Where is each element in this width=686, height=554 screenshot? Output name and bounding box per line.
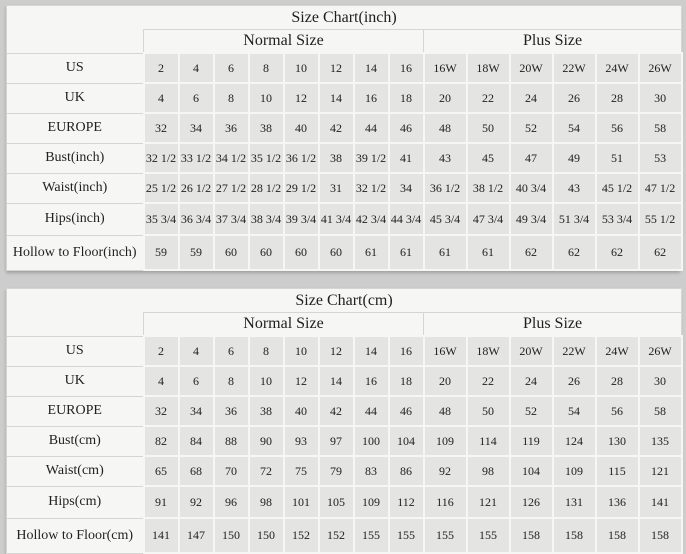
size-cell: 18W bbox=[467, 336, 510, 366]
size-cell: 26 bbox=[553, 83, 596, 113]
size-cell: 92 bbox=[424, 456, 467, 486]
size-cell: 40 3/4 bbox=[510, 173, 553, 203]
page bbox=[0, 5, 686, 543]
size-cell: 62 bbox=[596, 235, 639, 270]
size-cell: 6 bbox=[179, 366, 214, 396]
size-cell: 2 bbox=[144, 336, 179, 366]
column-group-label-normal: Normal Size bbox=[144, 313, 424, 337]
table-row bbox=[7, 173, 682, 203]
row-label: Waist(cm) bbox=[7, 456, 144, 486]
size-cell: 121 bbox=[639, 456, 682, 486]
size-cell: 109 bbox=[424, 426, 467, 456]
column-group-label-plus: Plus Size bbox=[424, 313, 682, 337]
size-cell: 56 bbox=[596, 396, 639, 426]
chart-title: Size Chart(inch) bbox=[7, 6, 682, 30]
size-cell: 152 bbox=[284, 518, 319, 553]
column-group-label-normal: Normal Size bbox=[144, 30, 424, 54]
size-cell: 12 bbox=[284, 366, 319, 396]
size-cell: 27 1/2 bbox=[214, 173, 249, 203]
size-cell: 49 bbox=[553, 143, 596, 173]
size-cell: 48 bbox=[424, 113, 467, 143]
size-cell: 24W bbox=[596, 53, 639, 83]
size-cell: 28 bbox=[596, 366, 639, 396]
size-cell: 155 bbox=[354, 518, 389, 553]
size-cell: 32 bbox=[144, 113, 179, 143]
size-cell: 24W bbox=[596, 336, 639, 366]
size-cell: 18 bbox=[389, 366, 424, 396]
size-cell: 34 bbox=[389, 173, 424, 203]
size-cell: 46 bbox=[389, 113, 424, 143]
size-cell: 158 bbox=[510, 518, 553, 553]
size-cell: 152 bbox=[319, 518, 354, 553]
size-cell: 55 1/2 bbox=[639, 203, 682, 235]
size-cell: 16 bbox=[389, 336, 424, 366]
row-label: EUROPE bbox=[7, 113, 144, 143]
size-cell: 18 bbox=[389, 83, 424, 113]
size-cell: 68 bbox=[179, 456, 214, 486]
size-cell: 48 bbox=[424, 396, 467, 426]
size-cell: 135 bbox=[639, 426, 682, 456]
table-row bbox=[7, 426, 682, 456]
size-cell: 20W bbox=[510, 336, 553, 366]
size-cell: 25 1/2 bbox=[144, 173, 179, 203]
size-cell: 22W bbox=[553, 53, 596, 83]
size-cell: 61 bbox=[389, 235, 424, 270]
row-label: Hollow to Floor(cm) bbox=[7, 518, 144, 553]
size-cell: 40 bbox=[284, 113, 319, 143]
size-cell: 4 bbox=[144, 366, 179, 396]
size-cell: 131 bbox=[553, 486, 596, 518]
size-cell: 59 bbox=[144, 235, 179, 270]
size-cell: 6 bbox=[214, 53, 249, 83]
size-cell: 22W bbox=[553, 336, 596, 366]
table-row bbox=[7, 366, 682, 396]
size-cell: 44 bbox=[354, 113, 389, 143]
table-row bbox=[7, 53, 682, 83]
size-cell: 97 bbox=[319, 426, 354, 456]
size-cell: 96 bbox=[214, 486, 249, 518]
size-cell: 44 3/4 bbox=[389, 203, 424, 235]
size-cell: 90 bbox=[249, 426, 284, 456]
size-cell: 51 bbox=[596, 143, 639, 173]
table-row bbox=[7, 113, 682, 143]
size-cell: 50 bbox=[467, 396, 510, 426]
size-cell: 92 bbox=[179, 486, 214, 518]
size-cell: 126 bbox=[510, 486, 553, 518]
size-cell: 61 bbox=[467, 235, 510, 270]
size-cell: 75 bbox=[284, 456, 319, 486]
size-cell: 16W bbox=[424, 53, 467, 83]
size-cell: 49 3/4 bbox=[510, 203, 553, 235]
size-cell: 47 3/4 bbox=[467, 203, 510, 235]
size-cell: 109 bbox=[354, 486, 389, 518]
size-cell: 20W bbox=[510, 53, 553, 83]
size-cell: 24 bbox=[510, 83, 553, 113]
size-cell: 14 bbox=[354, 53, 389, 83]
size-cell: 47 bbox=[510, 143, 553, 173]
size-cell: 16 bbox=[354, 366, 389, 396]
size-cell: 45 bbox=[467, 143, 510, 173]
size-cell: 130 bbox=[596, 426, 639, 456]
size-cell: 62 bbox=[639, 235, 682, 270]
size-cell: 4 bbox=[144, 83, 179, 113]
row-label: UK bbox=[7, 366, 144, 396]
size-cell: 155 bbox=[467, 518, 510, 553]
size-cell: 51 3/4 bbox=[553, 203, 596, 235]
size-chart-cm-table bbox=[6, 288, 683, 554]
size-cell: 32 bbox=[144, 396, 179, 426]
chart-title-row bbox=[7, 6, 682, 30]
size-cell: 109 bbox=[553, 456, 596, 486]
size-cell: 60 bbox=[214, 235, 249, 270]
size-cell: 31 bbox=[319, 173, 354, 203]
size-cell: 30 bbox=[639, 366, 682, 396]
row-label: Bust(cm) bbox=[7, 426, 144, 456]
size-cell: 155 bbox=[424, 518, 467, 553]
size-cell: 8 bbox=[214, 366, 249, 396]
size-cell: 38 bbox=[319, 143, 354, 173]
table-row bbox=[7, 203, 682, 235]
size-cell: 22 bbox=[467, 83, 510, 113]
row-label: US bbox=[7, 336, 144, 366]
size-cell: 53 bbox=[639, 143, 682, 173]
size-cell: 98 bbox=[467, 456, 510, 486]
size-cell: 28 bbox=[596, 83, 639, 113]
size-cell: 82 bbox=[144, 426, 179, 456]
size-chart-inch bbox=[6, 5, 680, 271]
size-cell: 104 bbox=[389, 426, 424, 456]
size-cell: 136 bbox=[596, 486, 639, 518]
size-cell: 6 bbox=[214, 336, 249, 366]
size-cell: 72 bbox=[249, 456, 284, 486]
size-cell: 56 bbox=[596, 113, 639, 143]
size-cell: 155 bbox=[389, 518, 424, 553]
size-cell: 12 bbox=[319, 53, 354, 83]
size-cell: 35 1/2 bbox=[249, 143, 284, 173]
table-row bbox=[7, 83, 682, 113]
row-label: US bbox=[7, 53, 144, 83]
size-chart-inch-table bbox=[6, 5, 683, 271]
size-cell: 32 1/2 bbox=[144, 143, 179, 173]
size-cell: 8 bbox=[249, 53, 284, 83]
size-cell: 2 bbox=[144, 53, 179, 83]
size-cell: 124 bbox=[553, 426, 596, 456]
size-cell: 53 3/4 bbox=[596, 203, 639, 235]
size-cell: 39 3/4 bbox=[284, 203, 319, 235]
corner-cell bbox=[7, 313, 144, 337]
row-label: Waist(inch) bbox=[7, 173, 144, 203]
size-cell: 46 bbox=[389, 396, 424, 426]
size-cell: 86 bbox=[389, 456, 424, 486]
size-cell: 62 bbox=[553, 235, 596, 270]
size-cell: 42 3/4 bbox=[354, 203, 389, 235]
size-cell: 6 bbox=[179, 83, 214, 113]
size-cell: 100 bbox=[354, 426, 389, 456]
size-cell: 150 bbox=[249, 518, 284, 553]
size-cell: 34 bbox=[179, 396, 214, 426]
size-cell: 119 bbox=[510, 426, 553, 456]
table-row bbox=[7, 456, 682, 486]
size-cell: 41 3/4 bbox=[319, 203, 354, 235]
size-cell: 10 bbox=[249, 366, 284, 396]
table-row bbox=[7, 235, 682, 270]
size-cell: 38 bbox=[249, 396, 284, 426]
size-cell: 10 bbox=[284, 336, 319, 366]
size-cell: 26W bbox=[639, 336, 682, 366]
size-cell: 30 bbox=[639, 83, 682, 113]
size-cell: 43 bbox=[553, 173, 596, 203]
size-cell: 61 bbox=[354, 235, 389, 270]
size-cell: 47 1/2 bbox=[639, 173, 682, 203]
size-cell: 58 bbox=[639, 113, 682, 143]
size-cell: 37 3/4 bbox=[214, 203, 249, 235]
size-cell: 36 1/2 bbox=[424, 173, 467, 203]
size-cell: 150 bbox=[214, 518, 249, 553]
size-cell: 45 1/2 bbox=[596, 173, 639, 203]
size-cell: 141 bbox=[639, 486, 682, 518]
column-group-label-plus: Plus Size bbox=[424, 30, 682, 54]
size-cell: 28 1/2 bbox=[249, 173, 284, 203]
size-cell: 35 3/4 bbox=[144, 203, 179, 235]
size-cell: 4 bbox=[179, 53, 214, 83]
table-row bbox=[7, 143, 682, 173]
size-cell: 26 1/2 bbox=[179, 173, 214, 203]
row-label: Hollow to Floor(inch) bbox=[7, 235, 144, 270]
size-cell: 54 bbox=[553, 396, 596, 426]
size-cell: 16 bbox=[389, 53, 424, 83]
size-cell: 12 bbox=[319, 336, 354, 366]
size-cell: 158 bbox=[553, 518, 596, 553]
size-cell: 34 bbox=[179, 113, 214, 143]
size-cell: 70 bbox=[214, 456, 249, 486]
size-cell: 43 bbox=[424, 143, 467, 173]
size-cell: 65 bbox=[144, 456, 179, 486]
size-cell: 14 bbox=[319, 366, 354, 396]
size-cell: 62 bbox=[510, 235, 553, 270]
size-cell: 36 1/2 bbox=[284, 143, 319, 173]
size-cell: 52 bbox=[510, 396, 553, 426]
size-cell: 14 bbox=[354, 336, 389, 366]
column-group-row bbox=[7, 30, 682, 54]
size-cell: 54 bbox=[553, 113, 596, 143]
size-cell: 114 bbox=[467, 426, 510, 456]
row-label: UK bbox=[7, 83, 144, 113]
size-cell: 42 bbox=[319, 396, 354, 426]
size-cell: 4 bbox=[179, 336, 214, 366]
size-cell: 38 bbox=[249, 113, 284, 143]
size-cell: 60 bbox=[284, 235, 319, 270]
size-cell: 158 bbox=[596, 518, 639, 553]
size-cell: 34 1/2 bbox=[214, 143, 249, 173]
size-cell: 24 bbox=[510, 366, 553, 396]
size-cell: 61 bbox=[424, 235, 467, 270]
size-cell: 36 bbox=[214, 396, 249, 426]
size-cell: 121 bbox=[467, 486, 510, 518]
size-cell: 33 1/2 bbox=[179, 143, 214, 173]
size-cell: 83 bbox=[354, 456, 389, 486]
size-cell: 26 bbox=[553, 366, 596, 396]
size-cell: 29 1/2 bbox=[284, 173, 319, 203]
size-cell: 26W bbox=[639, 53, 682, 83]
size-cell: 98 bbox=[249, 486, 284, 518]
size-cell: 40 bbox=[284, 396, 319, 426]
size-cell: 93 bbox=[284, 426, 319, 456]
row-label: Hips(inch) bbox=[7, 203, 144, 235]
size-cell: 112 bbox=[389, 486, 424, 518]
size-cell: 12 bbox=[284, 83, 319, 113]
size-cell: 84 bbox=[179, 426, 214, 456]
table-row bbox=[7, 336, 682, 366]
size-cell: 38 3/4 bbox=[249, 203, 284, 235]
size-cell: 60 bbox=[249, 235, 284, 270]
size-cell: 18W bbox=[467, 53, 510, 83]
size-cell: 59 bbox=[179, 235, 214, 270]
chart-title-row bbox=[7, 289, 682, 313]
size-cell: 42 bbox=[319, 113, 354, 143]
size-cell: 158 bbox=[639, 518, 682, 553]
size-cell: 10 bbox=[249, 83, 284, 113]
size-cell: 8 bbox=[214, 83, 249, 113]
size-cell: 45 3/4 bbox=[424, 203, 467, 235]
row-label: Bust(inch) bbox=[7, 143, 144, 173]
size-cell: 8 bbox=[249, 336, 284, 366]
column-group-row bbox=[7, 313, 682, 337]
size-cell: 20 bbox=[424, 83, 467, 113]
size-cell: 10 bbox=[284, 53, 319, 83]
size-cell: 91 bbox=[144, 486, 179, 518]
size-chart-cm bbox=[6, 288, 680, 554]
size-cell: 16W bbox=[424, 336, 467, 366]
size-cell: 39 1/2 bbox=[354, 143, 389, 173]
size-cell: 16 bbox=[354, 83, 389, 113]
size-cell: 20 bbox=[424, 366, 467, 396]
row-label: EUROPE bbox=[7, 396, 144, 426]
size-cell: 79 bbox=[319, 456, 354, 486]
size-cell: 52 bbox=[510, 113, 553, 143]
table-row bbox=[7, 396, 682, 426]
table-row bbox=[7, 518, 682, 553]
size-cell: 41 bbox=[389, 143, 424, 173]
size-cell: 104 bbox=[510, 456, 553, 486]
size-cell: 44 bbox=[354, 396, 389, 426]
corner-cell bbox=[7, 30, 144, 54]
size-cell: 60 bbox=[319, 235, 354, 270]
size-cell: 36 3/4 bbox=[179, 203, 214, 235]
size-cell: 50 bbox=[467, 113, 510, 143]
size-cell: 147 bbox=[179, 518, 214, 553]
size-cell: 36 bbox=[214, 113, 249, 143]
size-cell: 88 bbox=[214, 426, 249, 456]
size-cell: 58 bbox=[639, 396, 682, 426]
size-cell: 38 1/2 bbox=[467, 173, 510, 203]
size-cell: 14 bbox=[319, 83, 354, 113]
row-label: Hips(cm) bbox=[7, 486, 144, 518]
table-row bbox=[7, 486, 682, 518]
chart-title: Size Chart(cm) bbox=[7, 289, 682, 313]
size-cell: 101 bbox=[284, 486, 319, 518]
size-cell: 22 bbox=[467, 366, 510, 396]
size-cell: 115 bbox=[596, 456, 639, 486]
size-cell: 32 1/2 bbox=[354, 173, 389, 203]
size-cell: 141 bbox=[144, 518, 179, 553]
size-cell: 105 bbox=[319, 486, 354, 518]
size-cell: 116 bbox=[424, 486, 467, 518]
